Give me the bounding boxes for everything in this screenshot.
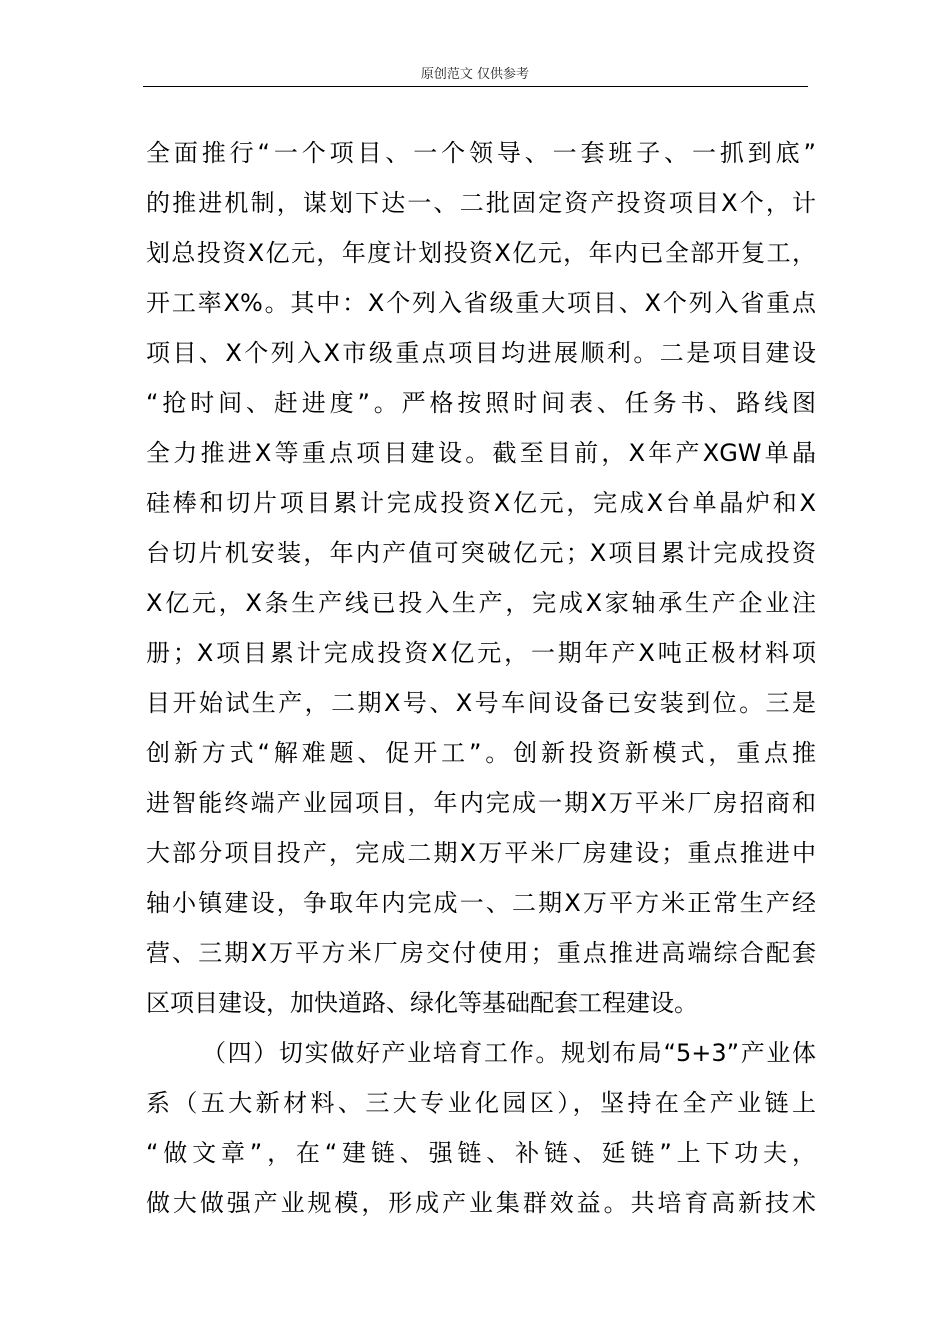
text-line: 划总投资X亿元，年度计划投资X亿元，年内已全部开复工， (146, 239, 816, 267)
text-line: “做文章”，在“建链、强链、补链、延链”上下功夫， (146, 1139, 816, 1167)
text-line: 项目、X个列入X市级重点项目均进展顺利。二是项目建设 (146, 339, 816, 367)
section-heading-line: （四）切实做好产业培育工作。规划布局“5+3”产业体 (202, 1039, 816, 1067)
text-line: 台切片机安装，年内产值可突破亿元；X项目累计完成投资 (146, 539, 816, 567)
header-divider (143, 86, 808, 87)
text-line: 大部分项目投产，完成二期X万平米厂房建设；重点推进中 (146, 839, 816, 867)
text-line: 做大做强产业规模，形成产业集群效益。共培育高新技术 (146, 1189, 816, 1217)
text-line: 的推进机制，谋划下达一、二批固定资产投资项目X个，计 (146, 189, 816, 217)
paragraph-end-line: 区项目建设，加快道路、绿化等基础配套工程建设。 (146, 989, 698, 1017)
text-line: 全力推进X等重点项目建设。截至目前，X年产XGW单晶 (146, 439, 816, 467)
text-line: 册；X项目累计完成投资X亿元，一期年产X吨正极材料项 (146, 639, 816, 667)
text-line: 目开始试生产，二期X号、X号车间设备已安装到位。三是 (146, 689, 816, 717)
text-line: 营、三期X万平方米厂房交付使用；重点推进高端综合配套 (146, 939, 816, 967)
page-header: 原创范文 仅供参考 (420, 67, 530, 82)
text-line: 开工率X%。其中：X个列入省级重大项目、X个列入省重点 (146, 289, 816, 317)
text-line: 硅棒和切片项目累计完成投资X亿元，完成X台单晶炉和X (146, 489, 816, 517)
text-line: “抢时间、赶进度”。严格按照时间表、任务书、路线图 (146, 389, 816, 417)
text-line: 进智能终端产业园项目，年内完成一期X万平米厂房招商和 (146, 789, 816, 817)
text-line: 全面推行“一个项目、一个领导、一套班子、一抓到底” (146, 139, 816, 167)
text-line: 轴小镇建设，争取年内完成一、二期X万平方米正常生产经 (146, 889, 816, 917)
text-line: 系（五大新材料、三大专业化园区），坚持在全产业链上 (146, 1089, 816, 1117)
text-line: X亿元，X条生产线已投入生产，完成X家轴承生产企业注 (146, 589, 816, 617)
document-body (146, 128, 816, 1228)
text-line: 创新方式“解难题、促开工”。创新投资新模式，重点推 (146, 739, 816, 767)
